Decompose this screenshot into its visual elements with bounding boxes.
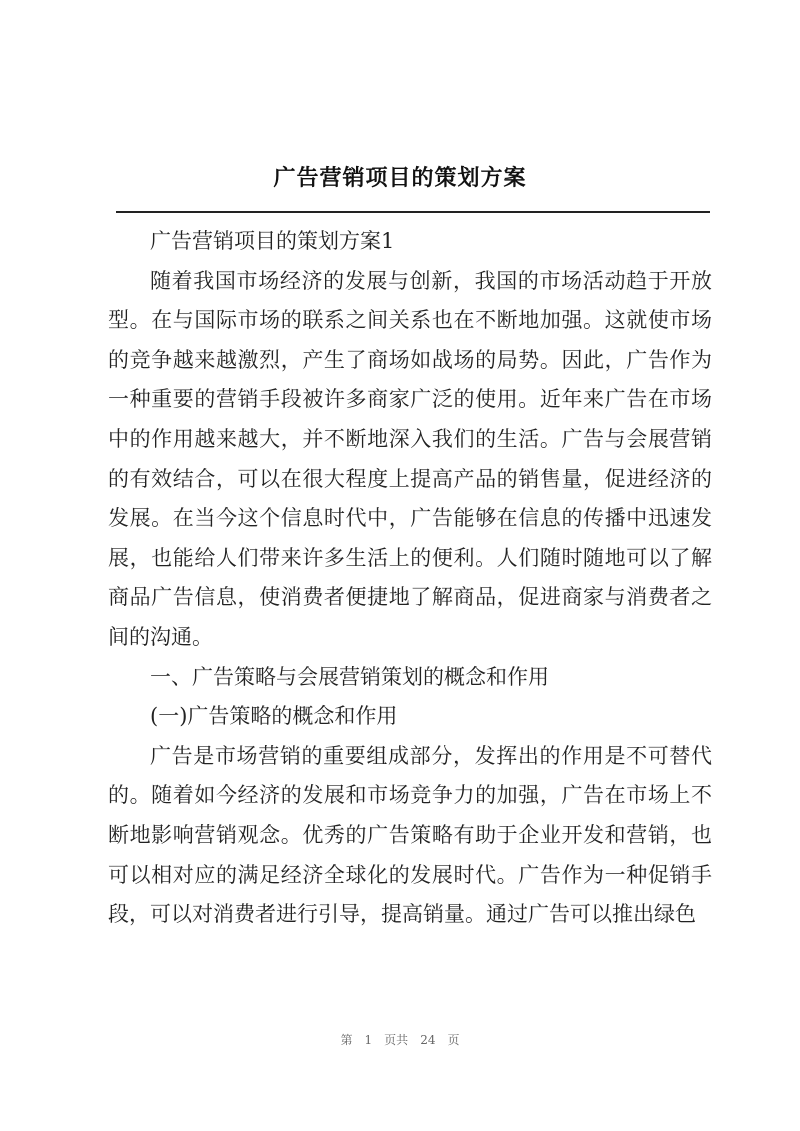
page-title: 广告营销项目的策划方案 [273,165,527,191]
footer-current-page: 1 [364,1033,373,1047]
footer-prefix: 第 [340,1033,353,1047]
section-heading: 一、广告策略与会展营销策划的概念和作用 [150,664,549,689]
title-divider [116,211,710,213]
page-footer [0,1030,800,1050]
footer-total-pages: 24 [420,1033,436,1047]
paragraph-subtitle: 广告营销项目的策划方案1 [150,229,395,253]
footer-suffix: 页 [447,1033,460,1047]
footer-middle: 页共 [384,1033,409,1047]
subsection-heading: (一)广告策略的概念和作用 [150,704,398,729]
paragraph-body: 广告是市场营销的重要组成部分，发挥出的作用是不可替代的。随着如今经济的发展和市场竞争力的加强，广告在市场上不断地影响营销观念。优秀的广告策略有助于企业开发和营销，也可以相对应的满足经济全球化的发展时代。广告作为一种促销手段，可以对消费者进行引导，提高销量。通过广告可以推出绿色 [108,743,712,927]
paragraph-intro: 随着我国市场经济的发展与创新，我国的市场活动趋于开放型。在与国际市场的联系之间关系也在不断地加强。这就使市场的竞争越来越激烈，产生了商场如战场的局势。因此，广告作为一种重要的营销手段被许多商家广泛的使用。近年来广告在市场中的作用越来越大，并不断地深入我们的生活。广告与会展营销的有效结合，可以在很大程度上提高产品的销售量，促进经济的发展。在当今这个信息时代中，广告能够在信息的传播中迅速发展，也能给人们带来许多生活上的便利。人们随时随地可以了解商品广告信息，使消费者便捷地了解商品，促进商家与消费者之间的沟通。 [108,268,712,649]
document-body [108,222,712,935]
